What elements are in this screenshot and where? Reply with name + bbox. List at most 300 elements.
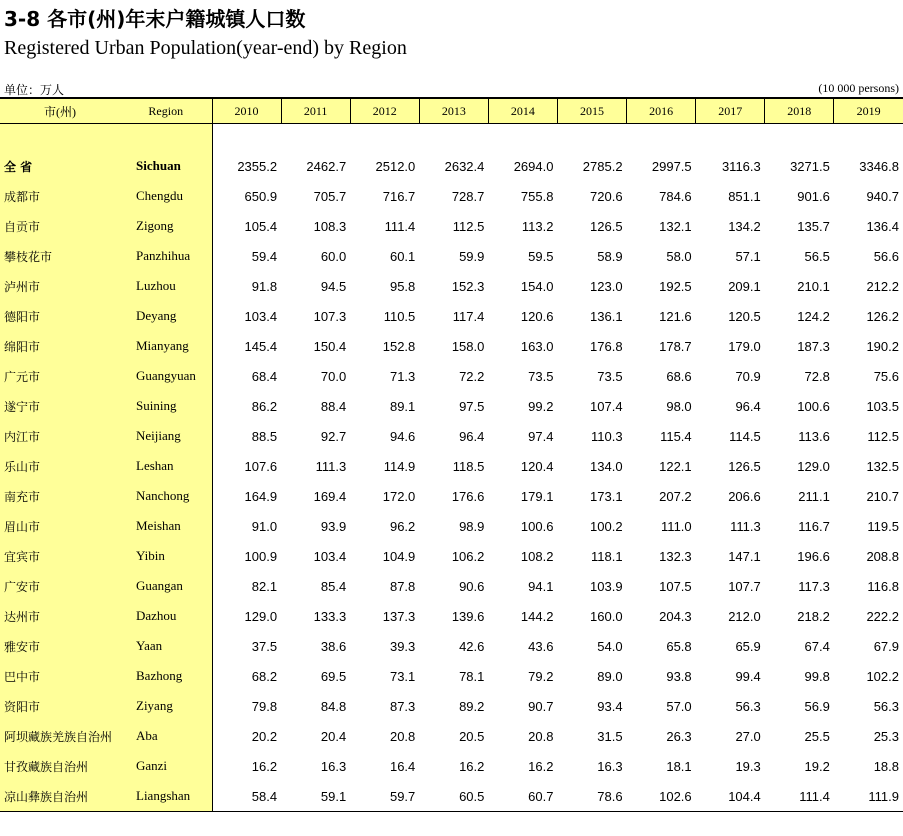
population-value: 59.1 bbox=[281, 781, 350, 812]
region-name-en: Yaan bbox=[120, 631, 212, 661]
population-value: 129.0 bbox=[797, 458, 830, 474]
population-value: 108.3 bbox=[313, 218, 347, 234]
region-name-cn: 甘孜藏族自治州 bbox=[0, 751, 120, 781]
population-value: 116.8 bbox=[867, 578, 899, 594]
population-value: 164.9 bbox=[244, 488, 278, 504]
population-value: 102.6 bbox=[627, 781, 696, 812]
table-row bbox=[0, 331, 903, 361]
population-value: 39.3 bbox=[389, 638, 416, 654]
population-value: 38.6 bbox=[320, 638, 347, 654]
population-value: 212.0 bbox=[728, 608, 761, 624]
population-value: 27.0 bbox=[735, 728, 761, 744]
table-row bbox=[0, 601, 903, 631]
population-value: 16.3 bbox=[597, 758, 623, 774]
population-value: 728.7 bbox=[451, 188, 485, 204]
table-row bbox=[0, 571, 903, 601]
population-value: 650.9 bbox=[244, 188, 278, 204]
table-row bbox=[0, 631, 903, 661]
column-header-year: 2019 bbox=[834, 98, 903, 124]
population-value: 126.5 bbox=[590, 218, 623, 234]
population-value: 705.7 bbox=[313, 188, 347, 204]
population-value: 20.8 bbox=[528, 728, 554, 744]
population-value: 57.0 bbox=[666, 698, 692, 714]
population-value: 187.3 bbox=[797, 338, 830, 354]
population-value: 56.6 bbox=[873, 248, 899, 264]
population-value: 207.2 bbox=[659, 488, 692, 504]
population-value: 133.3 bbox=[313, 608, 347, 624]
population-value: 19.2 bbox=[804, 758, 830, 774]
population-value: 116.7 bbox=[798, 518, 830, 534]
population-value: 93.4 bbox=[597, 698, 623, 714]
population-value: 118.5 bbox=[452, 458, 485, 474]
population-value: 115.4 bbox=[660, 428, 692, 444]
population-value: 43.6 bbox=[528, 638, 554, 654]
population-value: 169.4 bbox=[313, 488, 347, 504]
region-name-en: Bazhong bbox=[120, 661, 212, 691]
column-header-year: 2010 bbox=[212, 98, 281, 124]
population-value: 176.8 bbox=[590, 338, 623, 354]
population-value: 73.5 bbox=[528, 368, 554, 384]
population-value: 88.4 bbox=[320, 398, 347, 414]
table-header-row bbox=[0, 98, 903, 124]
population-value: 147.1 bbox=[728, 548, 761, 564]
population-value: 68.2 bbox=[251, 668, 278, 684]
population-value: 179.1 bbox=[520, 488, 554, 504]
population-value: 20.2 bbox=[251, 728, 278, 744]
population-value: 60.7 bbox=[488, 781, 557, 812]
region-name-en: Ganzi bbox=[120, 751, 212, 781]
table-row bbox=[0, 721, 903, 751]
population-value: 16.2 bbox=[251, 758, 278, 774]
table-row bbox=[0, 181, 903, 211]
population-value: 56.3 bbox=[873, 698, 899, 714]
population-value: 58.0 bbox=[666, 248, 692, 264]
population-value: 96.4 bbox=[735, 398, 761, 414]
table-row bbox=[0, 361, 903, 391]
population-value: 100.6 bbox=[797, 398, 830, 414]
population-value: 59.4 bbox=[251, 248, 278, 264]
population-value: 126.5 bbox=[728, 458, 761, 474]
population-value: 31.5 bbox=[597, 728, 623, 744]
population-value: 3116.3 bbox=[721, 158, 761, 174]
population-value: 88.5 bbox=[251, 428, 278, 444]
population-value: 218.2 bbox=[797, 608, 830, 624]
population-value: 114.9 bbox=[383, 458, 416, 474]
population-value: 134.2 bbox=[728, 218, 761, 234]
population-value: 117.4 bbox=[452, 308, 485, 324]
population-value: 178.7 bbox=[659, 338, 692, 354]
population-value: 209.1 bbox=[728, 278, 761, 294]
column-header-year: 2018 bbox=[765, 98, 834, 124]
region-name-cn: 成都市 bbox=[0, 181, 120, 211]
population-value: 154.0 bbox=[520, 278, 554, 294]
table-row bbox=[0, 451, 903, 481]
table-row bbox=[0, 271, 903, 301]
population-value: 103.5 bbox=[866, 398, 899, 414]
population-value: 136.1 bbox=[590, 308, 623, 324]
region-name-cn: 攀枝花市 bbox=[0, 241, 120, 271]
population-value: 59.7 bbox=[350, 781, 419, 812]
population-value: 111.0 bbox=[661, 518, 692, 534]
population-value: 176.6 bbox=[451, 488, 485, 504]
population-value: 110.3 bbox=[590, 428, 623, 444]
population-value: 108.2 bbox=[520, 548, 554, 564]
population-value: 212.2 bbox=[866, 278, 899, 294]
table-row bbox=[0, 391, 903, 421]
population-value: 97.4 bbox=[528, 428, 554, 444]
population-value: 211.1 bbox=[798, 488, 830, 504]
population-value: 106.2 bbox=[451, 548, 485, 564]
population-value: 104.9 bbox=[382, 548, 416, 564]
population-value: 94.1 bbox=[528, 578, 554, 594]
population-value: 206.6 bbox=[728, 488, 761, 504]
population-value: 114.5 bbox=[729, 428, 761, 444]
region-name-en: Guangyuan bbox=[120, 361, 212, 391]
population-value: 16.2 bbox=[459, 758, 485, 774]
population-value: 20.8 bbox=[389, 728, 416, 744]
population-value: 139.6 bbox=[451, 608, 485, 624]
population-value: 173.1 bbox=[590, 488, 623, 504]
population-value: 25.5 bbox=[804, 728, 830, 744]
population-value: 144.2 bbox=[520, 608, 554, 624]
population-value: 54.0 bbox=[597, 638, 623, 654]
population-value: 104.4 bbox=[696, 781, 765, 812]
population-value: 192.5 bbox=[659, 278, 692, 294]
population-value: 59.9 bbox=[459, 248, 485, 264]
population-value: 99.2 bbox=[528, 398, 554, 414]
population-value: 87.3 bbox=[389, 698, 416, 714]
population-value: 65.9 bbox=[735, 638, 761, 654]
population-value: 56.9 bbox=[804, 698, 830, 714]
population-value: 3271.5 bbox=[790, 158, 830, 174]
region-name-en: Aba bbox=[120, 721, 212, 751]
population-value: 20.5 bbox=[459, 728, 485, 744]
population-value: 56.3 bbox=[735, 698, 761, 714]
population-value: 60.0 bbox=[320, 248, 347, 264]
population-value: 132.5 bbox=[866, 458, 899, 474]
region-name-cn: 绵阳市 bbox=[0, 331, 120, 361]
population-value: 132.1 bbox=[659, 218, 692, 234]
population-value: 3346.8 bbox=[859, 158, 899, 174]
region-name-en: Chengdu bbox=[120, 181, 212, 211]
population-value: 16.3 bbox=[320, 758, 347, 774]
region-name-en: Luzhou bbox=[120, 271, 212, 301]
population-value: 2785.2 bbox=[582, 158, 623, 174]
population-value: 119.5 bbox=[867, 518, 899, 534]
population-value: 222.2 bbox=[866, 608, 899, 624]
population-value: 98.0 bbox=[666, 398, 692, 414]
population-value: 2694.0 bbox=[513, 158, 554, 174]
population-value: 69.5 bbox=[320, 668, 347, 684]
population-value: 70.9 bbox=[735, 368, 761, 384]
population-value: 94.5 bbox=[320, 278, 347, 294]
population-value: 111.3 bbox=[315, 458, 347, 474]
population-value: 96.2 bbox=[389, 518, 416, 534]
population-value: 42.6 bbox=[459, 638, 485, 654]
population-value: 113.6 bbox=[798, 428, 830, 444]
table-row bbox=[0, 151, 903, 181]
column-header-year: 2011 bbox=[281, 98, 350, 124]
population-value: 91.8 bbox=[251, 278, 278, 294]
population-value: 71.3 bbox=[389, 368, 416, 384]
region-name-en: Meishan bbox=[120, 511, 212, 541]
region-name-en: Nanchong bbox=[120, 481, 212, 511]
population-value: 105.4 bbox=[244, 218, 278, 234]
population-value: 73.5 bbox=[597, 368, 623, 384]
table-row bbox=[0, 781, 903, 812]
population-value: 67.9 bbox=[873, 638, 899, 654]
population-value: 75.6 bbox=[873, 368, 899, 384]
population-value: 56.5 bbox=[804, 248, 830, 264]
region-name-cn: 广安市 bbox=[0, 571, 120, 601]
population-value: 100.9 bbox=[244, 548, 278, 564]
population-value: 25.3 bbox=[873, 728, 899, 744]
table-row bbox=[0, 511, 903, 541]
table-row bbox=[0, 751, 903, 781]
population-value: 784.6 bbox=[659, 188, 692, 204]
population-value: 107.6 bbox=[244, 458, 278, 474]
column-header-year: 2015 bbox=[557, 98, 626, 124]
region-name-cn: 阿坝藏族羌族自治州 bbox=[0, 721, 120, 751]
population-value: 107.5 bbox=[659, 578, 692, 594]
region-name-cn: 雅安市 bbox=[0, 631, 120, 661]
table-body bbox=[0, 124, 903, 812]
population-value: 26.3 bbox=[666, 728, 692, 744]
population-value: 65.8 bbox=[666, 638, 692, 654]
population-value: 73.1 bbox=[389, 668, 416, 684]
unit-label-cn: 单位：万人 bbox=[4, 83, 65, 97]
region-name-cn: 凉山彝族自治州 bbox=[0, 781, 120, 812]
population-value: 152.3 bbox=[451, 278, 485, 294]
table-row bbox=[0, 541, 903, 571]
table-row bbox=[0, 301, 903, 331]
population-value: 122.1 bbox=[659, 458, 692, 474]
population-value: 118.1 bbox=[590, 548, 623, 564]
population-value: 20.4 bbox=[320, 728, 347, 744]
population-value: 152.8 bbox=[382, 338, 416, 354]
region-name-cn: 乐山市 bbox=[0, 451, 120, 481]
population-value: 110.5 bbox=[383, 308, 416, 324]
population-value: 716.7 bbox=[382, 188, 416, 204]
population-value: 210.1 bbox=[797, 278, 830, 294]
population-value: 190.2 bbox=[866, 338, 899, 354]
population-value: 99.4 bbox=[735, 668, 761, 684]
population-value: 204.3 bbox=[659, 608, 692, 624]
population-value: 95.8 bbox=[389, 278, 416, 294]
region-name-cn: 广元市 bbox=[0, 361, 120, 391]
population-value: 107.7 bbox=[728, 578, 761, 594]
population-value: 58.9 bbox=[597, 248, 623, 264]
population-value: 107.3 bbox=[313, 308, 347, 324]
region-name-en: Guangan bbox=[120, 571, 212, 601]
region-name-cn: 内江市 bbox=[0, 421, 120, 451]
population-value: 92.7 bbox=[320, 428, 347, 444]
population-value: 96.4 bbox=[459, 428, 485, 444]
population-value: 150.4 bbox=[313, 338, 347, 354]
region-name-cn: 宜宾市 bbox=[0, 541, 120, 571]
population-value: 100.2 bbox=[590, 518, 623, 534]
spacer-cell bbox=[0, 124, 120, 152]
region-name-en: Dazhou bbox=[120, 601, 212, 631]
population-value: 135.7 bbox=[797, 218, 830, 234]
column-header-year: 2017 bbox=[696, 98, 765, 124]
population-value: 121.6 bbox=[659, 308, 692, 324]
spacer-cell bbox=[212, 124, 903, 152]
population-value: 111.4 bbox=[384, 218, 416, 234]
population-value: 851.1 bbox=[728, 188, 761, 204]
table-row bbox=[0, 691, 903, 721]
population-value: 129.0 bbox=[244, 608, 278, 624]
population-value: 67.4 bbox=[804, 638, 830, 654]
population-value: 82.1 bbox=[251, 578, 278, 594]
region-name-cn: 德阳市 bbox=[0, 301, 120, 331]
population-value: 111.9 bbox=[834, 781, 903, 812]
column-header-year: 2013 bbox=[419, 98, 488, 124]
population-value: 179.0 bbox=[728, 338, 761, 354]
population-value: 68.4 bbox=[251, 368, 278, 384]
population-value: 57.1 bbox=[735, 248, 761, 264]
population-value: 90.6 bbox=[459, 578, 485, 594]
population-value: 2997.5 bbox=[651, 158, 692, 174]
population-value: 720.6 bbox=[590, 188, 623, 204]
region-name-en: Suining bbox=[120, 391, 212, 421]
population-value: 134.0 bbox=[590, 458, 623, 474]
population-value: 158.0 bbox=[451, 338, 485, 354]
population-value: 89.2 bbox=[459, 698, 485, 714]
population-value: 78.6 bbox=[557, 781, 626, 812]
population-value: 111.4 bbox=[765, 781, 834, 812]
population-value: 124.2 bbox=[797, 308, 830, 324]
table-row bbox=[0, 421, 903, 451]
population-value: 18.8 bbox=[873, 758, 899, 774]
table-row bbox=[0, 481, 903, 511]
region-name-en: Panzhihua bbox=[120, 241, 212, 271]
column-header-year: 2012 bbox=[350, 98, 419, 124]
population-value: 103.4 bbox=[244, 308, 278, 324]
region-name-en: Mianyang bbox=[120, 331, 212, 361]
population-value: 755.8 bbox=[520, 188, 554, 204]
population-value: 58.4 bbox=[212, 781, 281, 812]
population-value: 72.8 bbox=[804, 368, 830, 384]
population-value: 210.7 bbox=[866, 488, 899, 504]
region-name-cn: 遂宁市 bbox=[0, 391, 120, 421]
population-value: 103.4 bbox=[313, 548, 347, 564]
population-value: 84.8 bbox=[320, 698, 347, 714]
population-value: 160.0 bbox=[590, 608, 623, 624]
population-value: 98.9 bbox=[459, 518, 485, 534]
population-value: 103.9 bbox=[590, 578, 623, 594]
population-value: 145.4 bbox=[244, 338, 278, 354]
population-value: 85.4 bbox=[320, 578, 347, 594]
region-name-en: Zigong bbox=[120, 211, 212, 241]
population-value: 89.1 bbox=[389, 398, 416, 414]
region-name-cn: 眉山市 bbox=[0, 511, 120, 541]
population-value: 91.0 bbox=[251, 518, 278, 534]
population-value: 90.7 bbox=[528, 698, 554, 714]
population-value: 37.5 bbox=[251, 638, 278, 654]
population-value: 136.4 bbox=[866, 218, 899, 234]
population-value: 93.9 bbox=[320, 518, 347, 534]
population-value: 18.1 bbox=[666, 758, 692, 774]
population-value: 99.8 bbox=[804, 668, 830, 684]
region-name-en: Yibin bbox=[120, 541, 212, 571]
population-value: 60.1 bbox=[389, 248, 416, 264]
population-value: 112.5 bbox=[452, 218, 485, 234]
population-value: 16.2 bbox=[528, 758, 554, 774]
population-value: 120.4 bbox=[520, 458, 554, 474]
population-value: 89.0 bbox=[597, 668, 623, 684]
population-value: 137.3 bbox=[382, 608, 416, 624]
population-value: 120.6 bbox=[520, 308, 554, 324]
population-value: 72.2 bbox=[459, 368, 485, 384]
population-value: 79.8 bbox=[251, 698, 278, 714]
population-table bbox=[0, 97, 903, 812]
region-name-en: Sichuan bbox=[120, 151, 212, 181]
page-title-en: Registered Urban Population(year-end) by Region bbox=[4, 37, 407, 59]
table-row bbox=[0, 211, 903, 241]
region-name-en: Neijiang bbox=[120, 421, 212, 451]
population-value: 2632.4 bbox=[444, 158, 485, 174]
population-value: 86.2 bbox=[251, 398, 278, 414]
population-value: 79.2 bbox=[528, 668, 554, 684]
table-row bbox=[0, 241, 903, 271]
region-name-cn: 资阳市 bbox=[0, 691, 120, 721]
population-value: 93.8 bbox=[666, 668, 692, 684]
unit-label-en: (10 000 persons) bbox=[818, 81, 899, 95]
population-value: 97.5 bbox=[459, 398, 485, 414]
population-value: 2355.2 bbox=[237, 158, 278, 174]
population-value: 901.6 bbox=[797, 188, 830, 204]
population-value: 120.5 bbox=[728, 308, 761, 324]
table-row bbox=[0, 661, 903, 691]
column-header-year: 2016 bbox=[627, 98, 696, 124]
population-value: 16.4 bbox=[389, 758, 416, 774]
population-value: 172.0 bbox=[382, 488, 416, 504]
population-value: 60.5 bbox=[419, 781, 488, 812]
population-value: 59.5 bbox=[528, 248, 554, 264]
population-value: 117.3 bbox=[798, 578, 830, 594]
region-name-cn: 达州市 bbox=[0, 601, 120, 631]
population-value: 113.2 bbox=[521, 218, 554, 234]
region-name-cn: 自贡市 bbox=[0, 211, 120, 241]
region-name-cn: 南充市 bbox=[0, 481, 120, 511]
population-value: 78.1 bbox=[459, 668, 485, 684]
population-value: 163.0 bbox=[520, 338, 554, 354]
population-value: 123.0 bbox=[590, 278, 623, 294]
population-value: 126.2 bbox=[866, 308, 899, 324]
spacer-cell bbox=[120, 124, 212, 152]
population-value: 87.8 bbox=[389, 578, 416, 594]
region-name-en: Leshan bbox=[120, 451, 212, 481]
region-name-cn: 全 省 bbox=[0, 151, 120, 181]
population-value: 70.0 bbox=[320, 368, 347, 384]
region-name-en: Deyang bbox=[120, 301, 212, 331]
population-value: 68.6 bbox=[666, 368, 692, 384]
region-name-cn: 巴中市 bbox=[0, 661, 120, 691]
region-name-en: Liangshan bbox=[120, 781, 212, 812]
population-value: 2462.7 bbox=[306, 158, 347, 174]
population-value: 196.6 bbox=[797, 548, 830, 564]
population-value: 100.6 bbox=[520, 518, 554, 534]
page-title-cn: 3-8 各市(州)年末户籍城镇人口数 bbox=[4, 7, 306, 31]
population-value: 94.6 bbox=[389, 428, 416, 444]
column-header-region-cn: 市(州) bbox=[0, 98, 120, 124]
population-value: 107.4 bbox=[590, 398, 623, 414]
column-header-region-en: Region bbox=[120, 98, 212, 124]
population-value: 111.3 bbox=[730, 518, 761, 534]
population-value: 940.7 bbox=[866, 188, 899, 204]
population-value: 102.2 bbox=[866, 668, 899, 684]
